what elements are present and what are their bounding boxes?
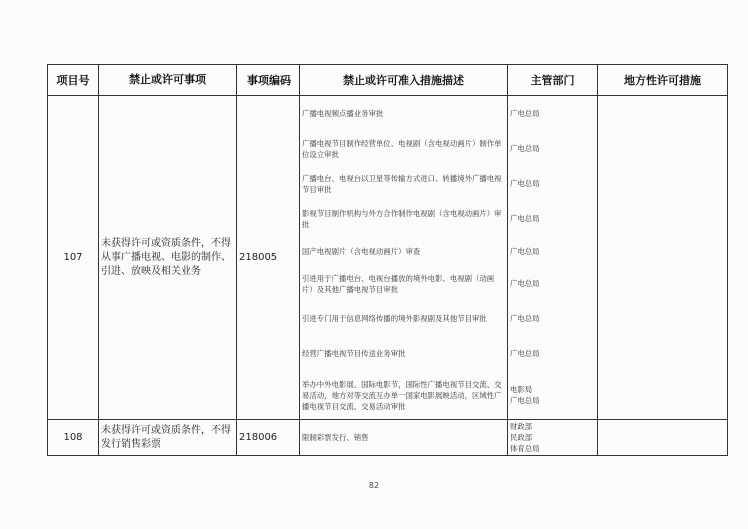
department-multi xyxy=(508,371,597,419)
page-number: 82 xyxy=(368,481,380,490)
department: 电影局 xyxy=(510,385,533,394)
department: 民政部 xyxy=(510,433,533,442)
measure-desc: 限制彩票发行、销售 xyxy=(302,433,369,442)
measure-desc: 广播电视节目制作经营单位、电视剧（含电视动画片）制作单位设立审批 xyxy=(302,138,502,159)
header-measure-desc: 禁止或许可准入措施描述 xyxy=(300,65,508,96)
item-name: 未获得许可或资质条件，不得从事广播电视、电影的制作、引进、放映及相关业务 xyxy=(99,96,237,420)
department: 财政部 xyxy=(510,422,533,431)
department: 广电总局 xyxy=(510,349,540,358)
measure-desc: 广播电视频点播业务审批 xyxy=(302,109,384,118)
department: 广电总局 xyxy=(510,246,540,256)
department: 广电总局 xyxy=(510,144,540,153)
item-number: 108 xyxy=(48,420,99,456)
department: 广电总局 xyxy=(510,279,540,288)
local-measures-cell xyxy=(598,96,728,420)
local-measures-cell xyxy=(598,420,728,456)
department: 广电总局 xyxy=(510,214,540,223)
table-row xyxy=(48,96,728,420)
measure-desc: 经营广播电视节目传送业务审批 xyxy=(302,349,406,358)
item-code: 218006 xyxy=(237,420,300,456)
department: 广电总局 xyxy=(510,314,540,323)
measure-desc: 广播电台、电视台以卫星等传输方式进口、转播境外广播电视节目审批 xyxy=(302,173,502,194)
department: 广电总局 xyxy=(510,109,540,118)
header-department: 主管部门 xyxy=(508,65,598,96)
measure-desc: 影视节目制作机构与外方合作制作电视剧（含电视动画片）审批 xyxy=(302,208,502,229)
measure-desc: 举办中外电影展、国际电影节，国际性广播电视节目交流、交易活动，地方对等交流互办单一国家电影展映活动，区域性广播电视节目交流、交易活动审批 xyxy=(302,379,502,411)
measure-desc: 引进用于广播电台、电视台播放的境外电影、电视剧（动画片）及其他广播电视节目审批 xyxy=(302,273,495,294)
table-row xyxy=(48,420,728,456)
header-item-number: 项目号 xyxy=(48,65,99,96)
measure-desc: 国产电视剧片（含电视动画片）审查 xyxy=(302,246,421,256)
header-item-code: 事项编码 xyxy=(237,65,300,96)
measure-desc-cell xyxy=(300,96,508,420)
header-local-measures: 地方性许可措施 xyxy=(598,65,728,96)
measure-desc: 引进专门用于信息网络传播的境外影视剧及其他节目审批 xyxy=(302,314,487,323)
header-item-name: 禁止或许可事项 xyxy=(99,65,237,96)
department: 广电总局 xyxy=(510,179,540,188)
item-code: 218005 xyxy=(237,96,300,420)
department-multi xyxy=(508,420,597,455)
permit-table xyxy=(47,64,728,456)
department-cell xyxy=(508,96,598,420)
measure-desc-cell xyxy=(300,420,508,456)
item-name: 未获得许可或资质条件，不得发行销售彩票 xyxy=(99,420,237,456)
department: 体育总局 xyxy=(510,444,540,453)
item-number: 107 xyxy=(48,96,99,420)
department: 广电总局 xyxy=(510,396,540,405)
table-header-row xyxy=(48,65,728,96)
department-cell xyxy=(508,420,598,456)
